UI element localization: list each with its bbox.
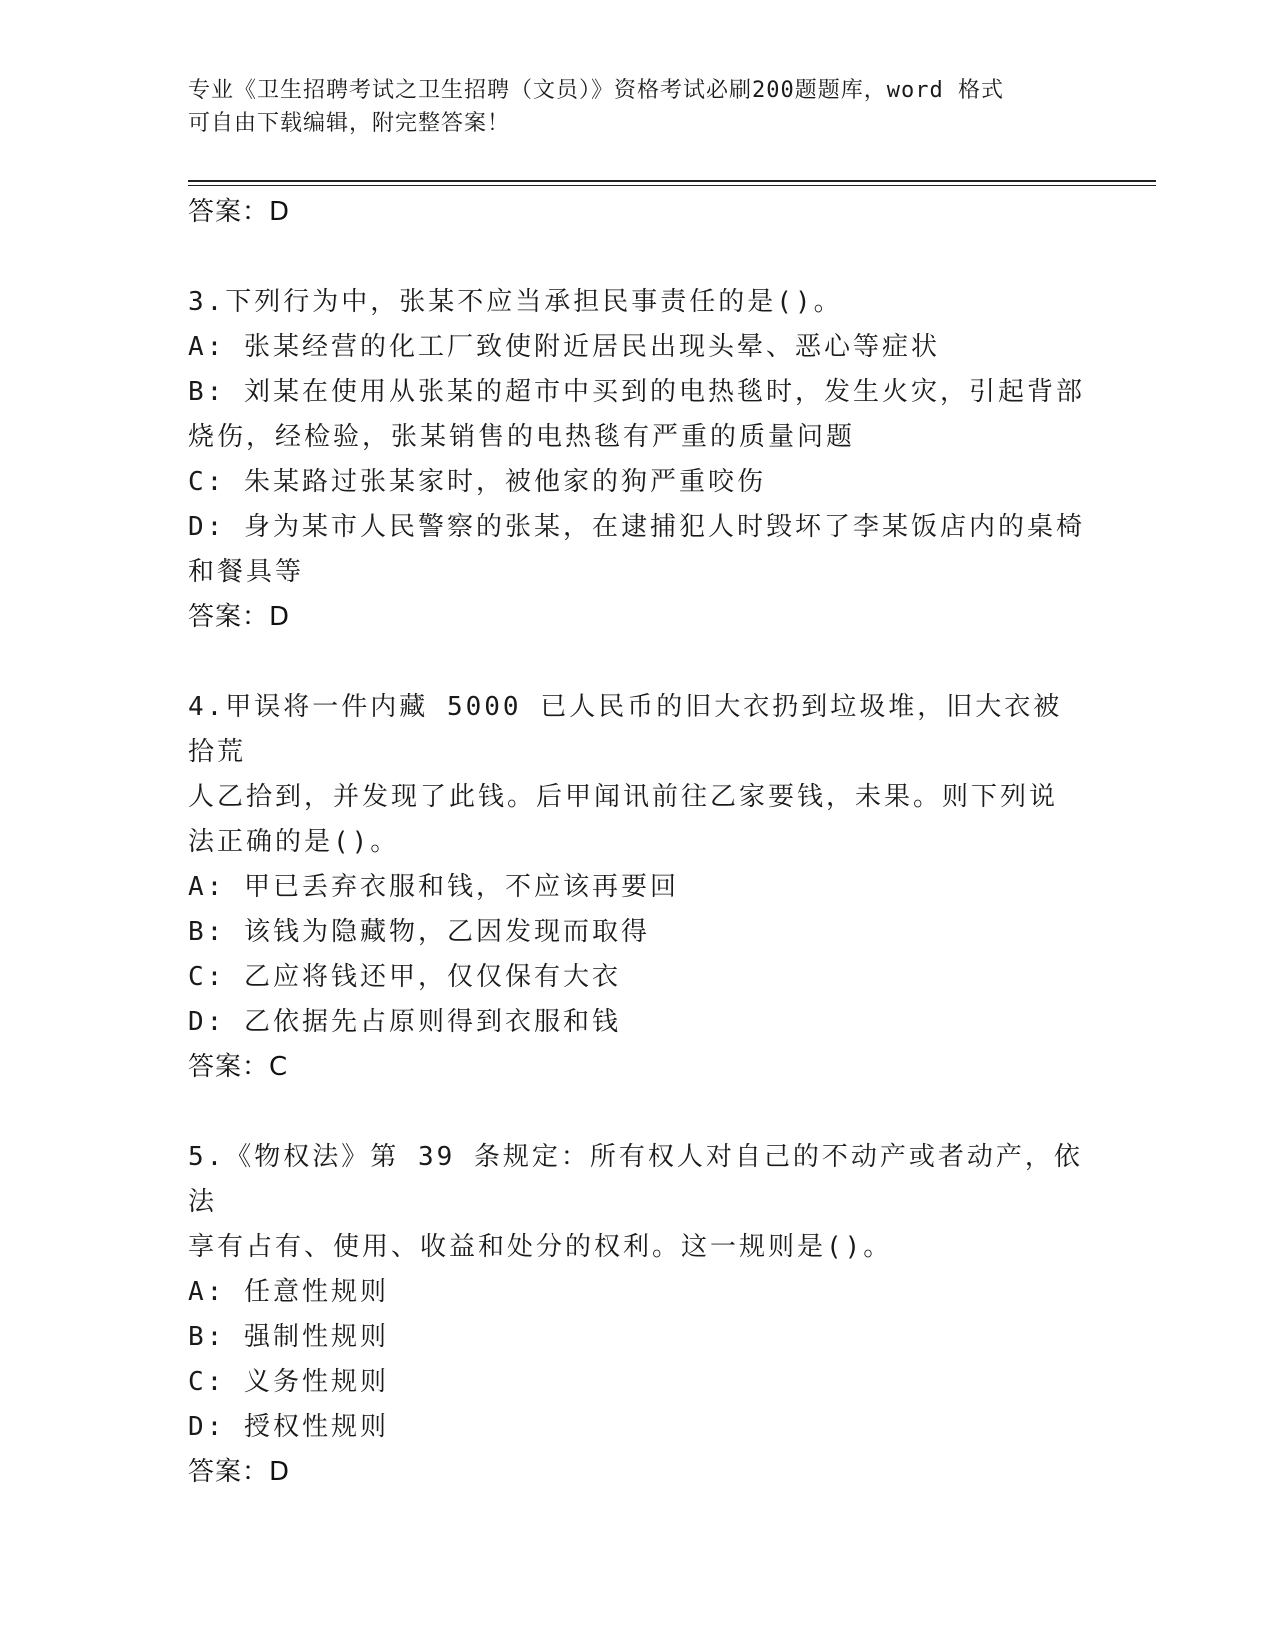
document-header <box>188 74 1068 140</box>
option-b: B: 该钱为隐藏物，乙因发现而取得 <box>188 917 650 947</box>
question-stem-line-1: 5.《物权法》第 39 条规定：所有权人对自己的不动产或者动产，依法 <box>188 1142 1083 1217</box>
previous-answer: 答案：D <box>188 197 291 227</box>
question-stem-line-1: 4.甲误将一件内藏 5000 已人民币的旧大衣扔到垃圾堆，旧大衣被拾荒 <box>188 692 1063 767</box>
option-a: A: 张某经营的化工厂致使附近居民出现头晕、恶心等症状 <box>188 332 940 362</box>
header-divider-thin <box>188 185 1156 186</box>
option-d-line-1: D: 身为某市人民警察的张某，在逮捕犯人时毁坏了李某饭店内的桌椅 <box>188 512 1085 542</box>
option-b-line-2: 烧伤，经检验，张某销售的电热毯有严重的质量问题 <box>188 422 856 452</box>
option-c: C: 义务性规则 <box>188 1367 389 1397</box>
option-d-line-2: 和餐具等 <box>188 557 305 587</box>
spacer <box>188 639 1088 685</box>
answer-label: 答案：C <box>188 1052 289 1082</box>
option-b <box>188 370 1088 460</box>
option-c: C: 乙应将钱还甲，仅仅保有大衣 <box>188 962 621 992</box>
header-divider-thick <box>188 180 1156 182</box>
question-block-5 <box>188 1135 1088 1494</box>
question-stem-line-2: 人乙拾到，并发现了此钱。后甲闻讯前往乙家要钱，未果。则下列说 <box>188 782 1059 812</box>
header-line-1: 专业《卫生招聘考试之卫生招聘（文员）》资格考试必刷200题题库，word 格式 <box>188 78 1004 103</box>
option-d <box>188 505 1088 595</box>
option-c: C: 朱某路过张某家时，被他家的狗严重咬伤 <box>188 467 766 497</box>
answer-label: 答案：D <box>188 1457 291 1487</box>
option-d: D: 授权性规则 <box>188 1412 389 1442</box>
header-line-2: 可自由下载编辑，附完整答案！ <box>188 111 511 136</box>
option-a: A: 甲已丢弃衣服和钱，不应该再要回 <box>188 872 679 902</box>
option-a: A: 任意性规则 <box>188 1277 389 1307</box>
question-stem: 3.下列行为中，张某不应当承担民事责任的是()。 <box>188 287 843 317</box>
question-block-3 <box>188 280 1088 639</box>
option-d: D: 乙依据先占原则得到衣服和钱 <box>188 1007 621 1037</box>
option-b: B: 强制性规则 <box>188 1322 389 1352</box>
answer-label: 答案：D <box>188 602 291 632</box>
question-stem-line-2: 享有占有、使用、收益和处分的权利。这一规则是()。 <box>188 1232 893 1262</box>
question-block-4 <box>188 685 1088 1089</box>
spacer <box>188 234 1088 280</box>
question-list <box>188 190 1088 1494</box>
option-b-line-1: B: 刘某在使用从张某的超市中买到的电热毯时，发生火灾，引起背部 <box>188 377 1085 407</box>
spacer <box>188 1089 1088 1135</box>
question-stem-line-3: 法正确的是()。 <box>188 827 400 857</box>
